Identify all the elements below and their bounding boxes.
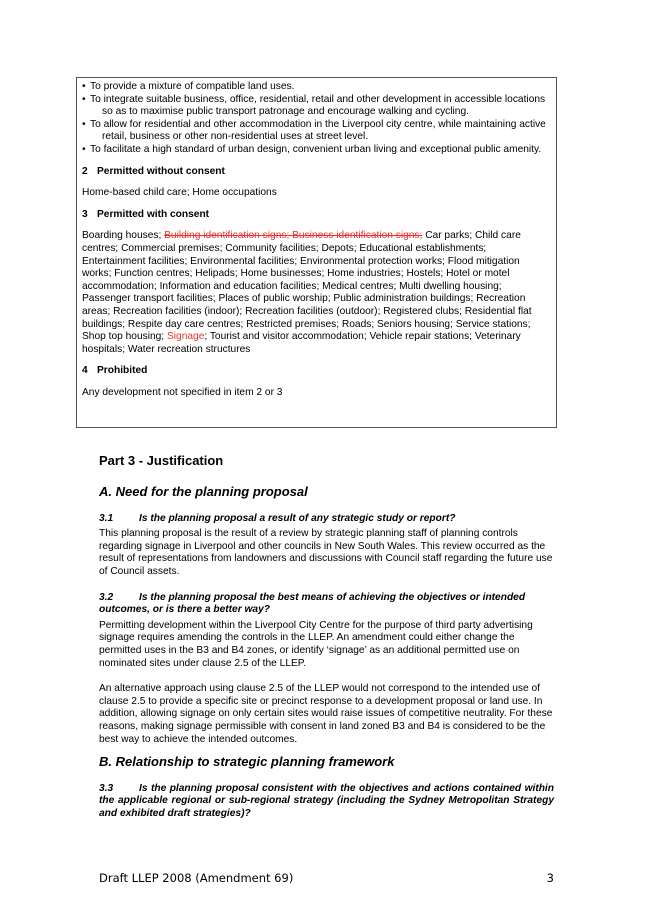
item-number: 3 [82, 208, 88, 220]
objective-text: To allow for residential and other accommodation in the Liverpool city centre, while maintaining active retail, business or other non-residential uses at street level. [90, 118, 546, 143]
page-number: 3 [546, 871, 554, 885]
item-4-heading [82, 365, 551, 378]
paragraph-3-2-b: An alternative approach using clause 2.5 of the LLEP would not correspond to the intended use of clause 2.5 to provide a specific site or precinct response to a development proposal or land use. In addition, allowing signage on only certain sites would raise issues of competitive neutrality. For these reasons, making signage permissible with consent in land zoned B3 and B4 is considered to be the best way to achieve the intended outcomes. [99, 683, 553, 745]
paragraph-3-1: This planning proposal is the result of a review by strategic planning staff of planning controls regarding signage in Liverpool and other councils in New South Wales. This review occurred as the result of representations from landowners and discussions with Council staff regarding the future use of Council assets. [99, 528, 553, 577]
question-text: Is the planning proposal the best means of achieving the objectives or intended outcomes, or is there a better way? [99, 591, 526, 616]
item-4-body: Any development not specified in item 2 or 3 [82, 386, 283, 398]
question-3-2 [99, 592, 554, 617]
item-number: 2 [82, 165, 88, 177]
item-3-text-start: Boarding houses; [82, 230, 165, 242]
section-b-title: B. Relationship to strategic planning framework [99, 754, 395, 770]
item-3-body [82, 230, 551, 356]
item-2-body: Home-based child care; Home occupations [82, 187, 277, 199]
item-heading-text: Prohibited [97, 365, 148, 377]
document-title: Draft LLEP 2008 (Amendment 69) [99, 871, 294, 885]
question-3-3 [99, 783, 554, 821]
section-a-title: A. Need for the planning proposal [99, 484, 308, 499]
deleted-text: Building identification signs; Business identification signs; [164, 230, 423, 242]
land-use-table-box [76, 77, 557, 428]
question-number: 3.2 [99, 591, 114, 603]
objective-item: • To integrate suitable business, office, residential, retail and other development in accessible locations so as to maximise public transport patronage and encourage walking and cycling. [82, 93, 546, 118]
objective-text: To integrate suitable business, office, residential, retail and other development in accessible locations so as to maximise public transport patronage and encourage walking and cycling. [90, 93, 546, 118]
item-3-text-mid: Car parks; Child care centres; Commercial premises; Community facilities; Depots; Educational establishments; Entertainment facilities; Environmental facilities; Environmental protection works; Flood mitigation works; Function centres; Helipads; Home businesses; Home industries; Hostels; Hotel or motel accommodation; Information and education facilities; Medical centres; Multi dwelling housing; Passenger transport facilities; Places of public worship; Public administration buildings; Recreation areas; Recreation facilities (indoor); Recreation facilities (outdoor); Registered clubs; Residential flat buildings; Respite day care centres; Restricted premises; Roads; Seniors housing; Service stations; Shop top housing; [82, 230, 532, 343]
objective-item: • To allow for residential and other accommodation in the Liverpool city centre, while maintaining active retail, business or other non-residential uses at street level. [82, 118, 546, 143]
part-title: Part 3 - Justification [99, 453, 224, 468]
question-text: Is the planning proposal a result of any strategic study or report? [139, 512, 456, 524]
inserted-text: Signage [166, 331, 205, 343]
objective-text: To facilitate a high standard of urban design, convenient urban living and exceptional public amenity. [90, 143, 542, 155]
objective-item: • To provide a mixture of compatible land uses. [82, 81, 295, 92]
objective-item: • To facilitate a high standard of urban design, convenient urban living and exceptional public amenity. [82, 143, 542, 155]
item-number: 4 [82, 365, 88, 377]
question-3-1 [99, 513, 554, 526]
question-text: Is the planning proposal consistent with the objectives and actions contained within the applicable regional or sub-regional strategy (including the Sydney Metropolitan Strategy and exhibited draft strategies)? [99, 782, 554, 819]
paragraph-3-2-a: Permitting development within the Liverpool City Centre for the purpose of third party advertising signage requires amending the controls in the LLEP. An amendment could either change the permitted uses in the B3 and B4 zones, or identify ‘signage’ as an additional permitted use on nominated sites under clause 2.5 of the LLEP. [99, 619, 533, 669]
item-3-heading [82, 209, 551, 222]
page-footer [99, 871, 554, 885]
item-heading-text: Permitted with consent [97, 208, 210, 220]
item-3-text-end: ; Tourist and visitor accommodation; Vehicle repair stations; Veterinary hospitals; Water recreation structures [82, 331, 521, 355]
objective-text: To provide a mixture of compatible land uses. [90, 81, 295, 92]
question-number: 3.3 [99, 782, 114, 794]
item-heading-text: Permitted without consent [97, 165, 225, 177]
question-number: 3.1 [99, 512, 114, 524]
item-2-heading [82, 166, 551, 179]
justification-section [99, 455, 554, 820]
